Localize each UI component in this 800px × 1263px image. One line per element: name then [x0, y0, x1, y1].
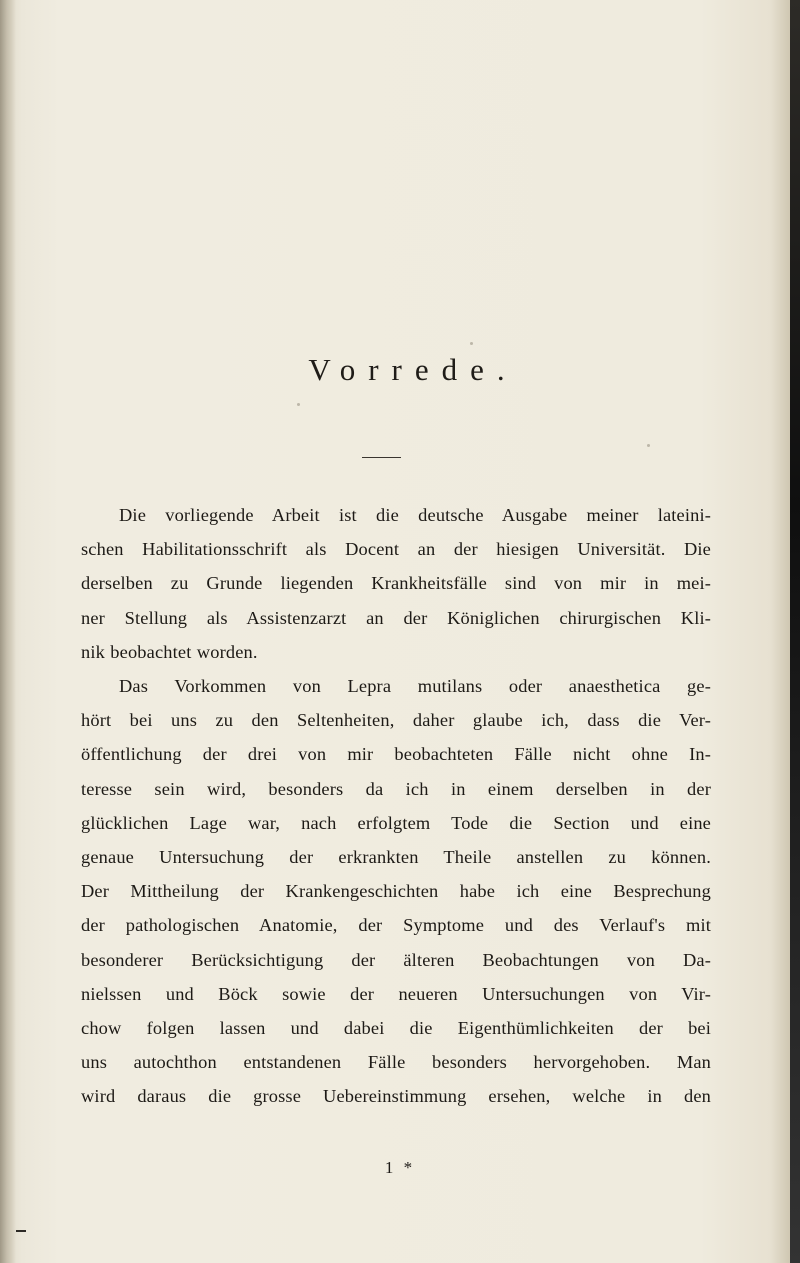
text-line: genaue Untersuchung der erkrankten Theile anstellen zu können. — [81, 847, 711, 868]
text-line: glücklichen Lage war, nach erfolgtem Tode die Section und eine — [81, 812, 711, 833]
text-line: teresse sein wird, besonders da ich in einem derselben in der — [81, 778, 711, 799]
paper-speck — [297, 403, 300, 406]
text-line: nik beobachtet worden. — [81, 641, 258, 662]
body-text — [81, 498, 711, 1114]
text-line: öffentlichung der drei von mir beobachteten Fälle nicht ohne In- — [81, 744, 711, 765]
text-line: wird daraus die grosse Uebereinstimmung ersehen, welche in den — [81, 1086, 711, 1107]
text-line: Das Vorkommen von Lepra mutilans oder anaesthetica ge- — [119, 676, 711, 697]
text-line: uns autochthon entstandenen Fälle besonders hervorgehoben. Man — [81, 1052, 711, 1073]
paper-speck — [647, 444, 650, 447]
text-line: nielssen und Böck sowie der neueren Untersuchungen von Vir- — [81, 983, 711, 1004]
text-line: ner Stellung als Assistenzarzt an der Königlichen chirurgischen Kli- — [81, 607, 711, 628]
title-divider — [362, 457, 401, 458]
page-edge — [790, 0, 800, 1263]
text-line: besonderer Berücksichtigung der älteren Beobachtungen von Da- — [81, 949, 711, 970]
text-line: chow folgen lassen und dabei die Eigenthümlichkeiten der bei — [81, 1018, 711, 1039]
paper-speck — [470, 342, 473, 345]
text-line: derselben zu Grunde liegenden Krankheitsfälle sind von mir in mei- — [81, 573, 711, 594]
spine-mark — [16, 1230, 26, 1232]
text-line: der pathologischen Anatomie, der Symptome und des Verlauf's mit — [81, 915, 711, 936]
page-title: Vorrede. — [308, 352, 518, 387]
text-line: Der Mittheilung der Krankengeschichten habe ich eine Besprechung — [81, 881, 711, 902]
text-line: hört bei uns zu den Seltenheiten, daher glaube ich, dass die Ver- — [81, 710, 711, 731]
page-gutter-shadow — [0, 0, 16, 1263]
signature-mark: 1 * — [384, 1158, 416, 1177]
text-line: schen Habilitationsschrift als Docent an der hiesigen Universität. Die — [81, 539, 711, 560]
text-line: Die vorliegende Arbeit ist die deutsche Ausgabe meiner lateini- — [119, 505, 711, 525]
